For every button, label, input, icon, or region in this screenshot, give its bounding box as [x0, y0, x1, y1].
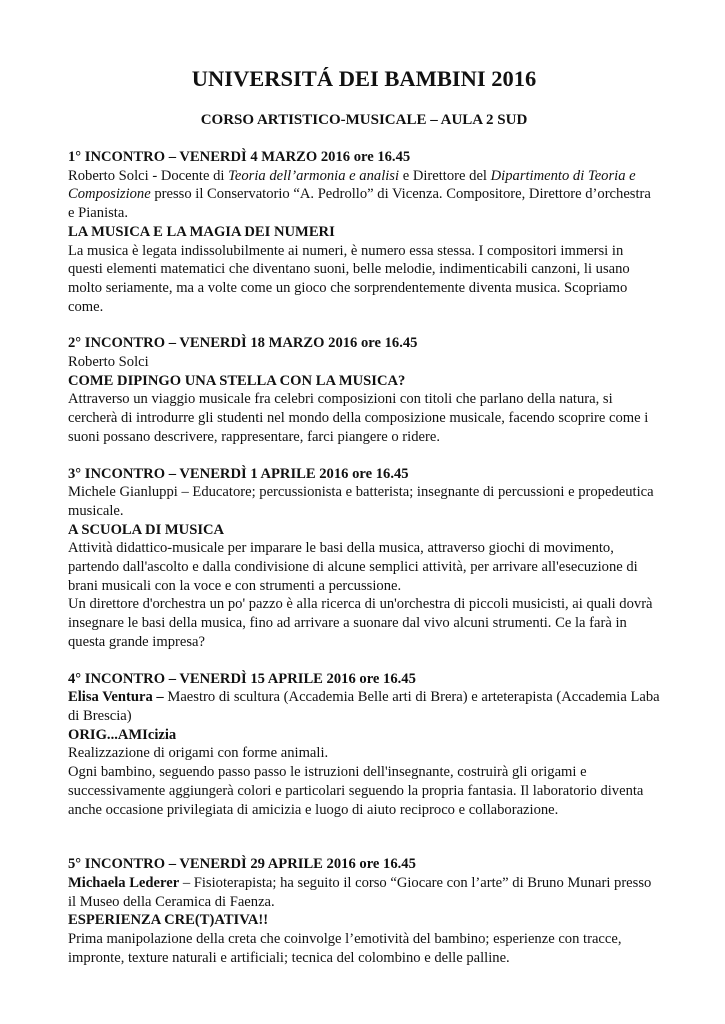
incontro-4-header: 4° INCONTRO – VENERDÌ 15 APRILE 2016 ore 16.45 — [68, 670, 416, 687]
speaker-text: – Fisioterapista; ha seguito il corso “Giocare con l’arte” di Bruno Munari presso il Museo della Ceramica di Faenza. — [68, 874, 652, 910]
speaker-text: Roberto Solci - Docente di — [68, 167, 229, 184]
speaker-course: Teoria dell’armonia e analisi — [228, 167, 400, 184]
document-title: UNIVERSITÁ DEI BAMBINI 2016 — [191, 66, 537, 91]
incontro-5-speaker — [68, 874, 660, 911]
incontro-1-header: 1° INCONTRO – VENERDÌ 4 MARZO 2016 ore 16.45 — [68, 149, 411, 165]
incontro-1-description: La musica è legata indissolubilmente ai numeri, è numero essa stessa. I compositori immersi in questi elementi matematici che diventano suoni, belle melodie, indimenticabili canzoni, li usano molto seriamente, ma a volte come un gioco che sorprendentemente diventa musica. Scopriamo come. — [68, 242, 630, 315]
speaker-text: e Direttore del — [399, 167, 491, 184]
incontro-5-title: ESPERIENZA CRE(T)ATIVA!! — [68, 912, 269, 929]
incontro-3-description-2: Un direttore d'orchestra un po' pazzo è alla ricerca di un'orchestra di piccoli musicisti, ai quali dovrà insegnare le basi della musica, fino ad arrivare a suonare dal vivo alcuni strumenti. Ce la farà in questa grande impresa? — [68, 596, 653, 650]
incontro-4 — [68, 670, 660, 820]
speaker-name: Elisa Ventura – — [68, 689, 164, 706]
speaker-department: Dipartimento di Teoria e Composizione — [68, 167, 636, 203]
incontro-2-header: 2° INCONTRO – VENERDÌ 18 MARZO 2016 ore 16.45 — [68, 335, 418, 352]
incontro-4-description-2: Ogni bambino, seguendo passo passo le istruzioni dell'insegnante, costruirà gli origami e successivamente aggiungerà colori e particolari seguendo la propria fantasia. Il laboratorio diventa anche occasione privilegiata di amicizia e luogo di aiuto reciproco e collaborazione. — [68, 764, 644, 818]
incontro-4-speaker — [68, 688, 660, 725]
incontro-1 — [68, 148, 660, 316]
speaker-name: Michaela Lederer — [68, 874, 180, 891]
incontro-2 — [68, 334, 660, 446]
document-page — [68, 64, 660, 967]
incontro-1-speaker — [68, 167, 660, 223]
speaker-text: Maestro di scultura (Accademia Belle arti di Brera) e arteterapista (Accademia Laba di Brescia) — [68, 689, 660, 724]
incontro-2-speaker: Roberto Solci — [68, 354, 149, 371]
speaker-text: presso il Conservatorio “A. Pedrollo” di Vicenza. Compositore, Direttore d’orchestra e Pianista. — [68, 186, 651, 222]
incontro-4-title: ORIG...AMIcizia — [68, 726, 177, 743]
incontro-2-title: COME DIPINGO UNA STELLA CON LA MUSICA? — [68, 372, 406, 389]
incontro-3-header: 3° INCONTRO – VENERDÌ 1 APRILE 2016 ore 16.45 — [68, 465, 409, 482]
incontro-5 — [68, 855, 660, 967]
incontro-5-header: 5° INCONTRO – VENERDÌ 29 APRILE 2016 ore 16.45 — [68, 856, 416, 873]
incontro-4-description: Realizzazione di origami con forme animali. — [68, 745, 329, 762]
incontro-3-description: Attività didattico-musicale per imparare le basi della musica, attraverso giochi di movimento, partendo dall'ascolto e dalla condivisione di alcune semplici attività, per arrivare all'esecuzione di brani musicali con la voce e con strumenti a percussione. — [68, 540, 638, 594]
incontro-5-description: Prima manipolazione della creta che coinvolge l’emotività del bambino; esperienze con tracce, impronte, texture naturali e artificiali; tecnica del colombino e delle palline. — [68, 931, 622, 966]
incontro-3-title: A SCUOLA DI MUSICA — [68, 521, 225, 538]
document-subtitle: CORSO ARTISTICO-MUSICALE – AULA 2 SUD — [200, 112, 528, 128]
incontro-1-title: LA MUSICA E LA MAGIA DEI NUMERI — [68, 223, 335, 240]
incontro-2-description: Attraverso un viaggio musicale fra celebri composizioni con titoli che parlano della natura, si cercherà di introdurre gli studenti nel mondo della composizione musicale, facendo scoprire come i suoni possano descrivere, rappresentare, farci piangere o ridere. — [68, 391, 649, 445]
incontro-3 — [68, 465, 660, 652]
incontro-3-speaker: Michele Gianluppi – Educatore; percussionista e batterista; insegnante di percussioni e propedeutica musicale. — [68, 484, 654, 519]
